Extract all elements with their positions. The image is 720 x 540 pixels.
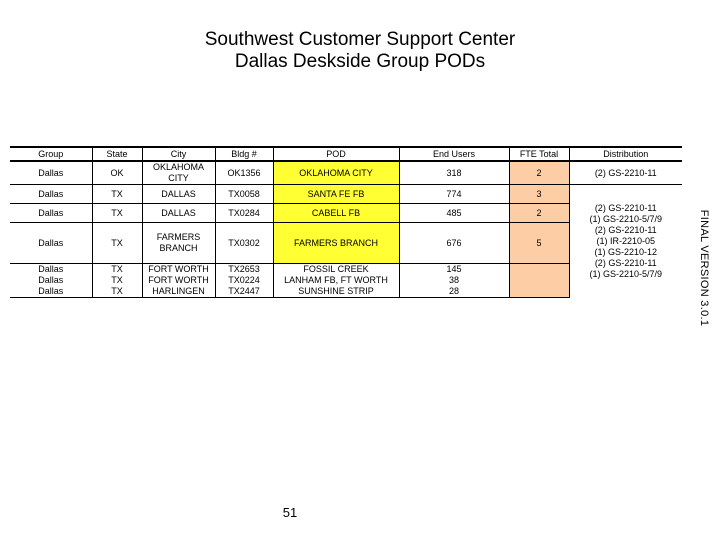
page-title: Southwest Customer Support Center [204,29,516,50]
cell-pod: FOSSIL CREEK [273,264,399,276]
cell-pod: SUNSHINE STRIP [273,286,399,298]
cell-distribution-combined [569,185,682,298]
cell-bldg: TX0284 [215,204,273,223]
cell-end-users: 318 [399,161,509,185]
cell-group: Dallas [10,264,92,276]
cell-end-users: 774 [399,185,509,204]
cell-state: TX [92,264,142,276]
cell-group: Dallas [10,223,92,264]
distribution-line: (2) GS-2210-11 [594,224,657,235]
header-fte-total: FTE Total [509,147,569,161]
cell-city: OKLAHOMA CITY [142,161,215,185]
cell-group: Dallas [10,204,92,223]
table-header-row [10,147,682,161]
cell-distribution [569,161,682,185]
header-end-users: End Users [399,147,509,161]
distribution-line: (1) GS-2210-5/7/9 [589,213,663,224]
header-state: State [92,147,142,161]
header-bldg: Bldg # [215,147,273,161]
cell-pod: FARMERS BRANCH [273,223,399,264]
cell-fte [509,286,569,298]
cell-city: FARMERS BRANCH [142,223,215,264]
distribution-line: (1) GS-2210-12 [594,246,658,257]
cell-fte [509,264,569,276]
cell-group: Dallas [38,275,64,285]
cell-bldg: TX2653 [215,264,273,276]
cell-end-users: 676 [399,223,509,264]
page-number: 51 [282,505,298,520]
cell-bldg: TX0302 [215,223,273,264]
cell-fte: 5 [509,223,569,264]
pod-table [10,146,682,298]
cell-end-users: 145 [399,264,509,276]
cell-bldg: TX0224 [215,275,273,286]
cell-group: Dallas [10,185,92,204]
cell-state: TX [92,185,142,204]
table-row [10,185,682,204]
cell-pod: LANHAM FB, FT WORTH [273,275,399,286]
distribution-line: (1) GS-2210-5/7/9 [589,268,663,279]
cell-end-users: 38 [399,275,509,286]
distribution-line: (2) GS-2210-11 [594,202,657,213]
cell-state: TX [92,204,142,223]
cell-state: TX [92,286,142,298]
cell-end-users: 485 [399,204,509,223]
cell-city: FORT WORTH [142,275,215,286]
cell-pod: SANTA FE FB [273,185,399,204]
header-city: City [142,147,215,161]
cell-fte: 2 [509,161,569,185]
cell-fte: 2 [509,204,569,223]
cell-state: OK [92,161,142,185]
cell-city: DALLAS [142,204,215,223]
header-distribution: Distribution [569,147,682,161]
cell-end-users: 28 [399,286,509,298]
cell-bldg: OK1356 [215,161,273,185]
version-text: FINAL VERSION 3.0.1 [698,209,710,327]
cell-state: TX [92,275,142,286]
distribution-line: (2) GS-2210-11 [594,167,657,178]
header-pod: POD [273,147,399,161]
distribution-line: (2) GS-2210-11 [594,257,657,268]
distribution-line: (1) IR-2210-05 [596,235,656,246]
cell-group: Dallas [10,286,92,298]
cell-fte: 3 [509,185,569,204]
cell-pod: CABELL FB [273,204,399,223]
cell-pod: OKLAHOMA CITY [273,161,399,185]
cell-city: FORT WORTH [142,264,215,276]
cell-city: DALLAS [142,185,215,204]
table-row [10,161,682,185]
cell-fte [509,275,569,286]
cell-group: Dallas [38,167,64,178]
page-subtitle: Dallas Deskside Group PODs [234,51,486,72]
cell-city: HARLINGEN [142,286,215,298]
cell-state: TX [92,223,142,264]
cell-bldg: TX0058 [215,185,273,204]
cell-bldg: TX2447 [215,286,273,298]
header-group: Group [10,147,92,161]
